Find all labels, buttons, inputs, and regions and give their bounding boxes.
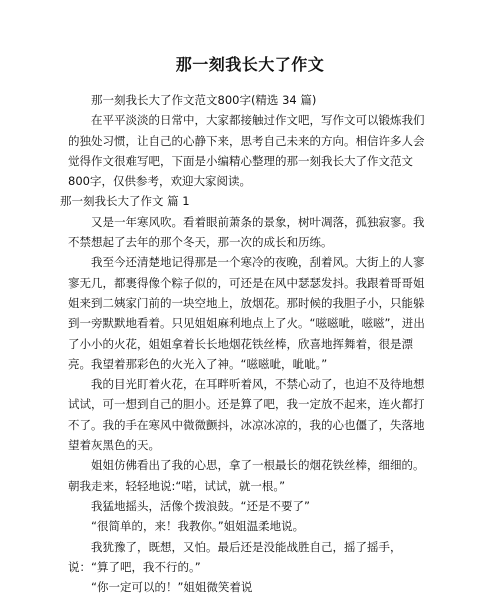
paragraph: 我的目光盯着火花，在耳畔听着风，不禁心动了，也迫不及待地想试试，可一想到自己的胆小。还是算了吧，我一定放不起来，连火都打不了。我的手在寒风中微微颤抖，冰凉冰凉的，我的心也僵了，失落地望着灰黑色的天。 (68, 377, 425, 453)
section-heading: 那一刻我长大了作文 篇 1 (60, 194, 190, 209)
paragraph: 在平平淡淡的日常中，大家都接触过作文吧，写作文可以锻炼我们的独处习惯，让自己的心静下来，思考自己未来的方向。相信许多人会觉得作文很难写吧，下面是小编精心整理的那一刻我长大了作文范文800字，仅供参考，欢迎大家阅读。 (68, 113, 425, 189)
paragraph: 我犹豫了，既想，又怕。最后还是没能战胜自己，摇了摇手，说：“算了吧，我不行的。” (68, 539, 402, 574)
paragraph: “很简单的，来！我教你。”姐姐温柔地说。 (91, 519, 305, 534)
paragraph: 我至今还清楚地记得那是一个寒冷的夜晚，刮着风。大街上的人寥寥无几，都裹得像个粽子似的，可还是在风中瑟瑟发抖。我跟着哥哥姐姐来到二姨家门前的一块空地上，放烟花。那时候的我胆子小，只能躲到一旁默默地看着。只见姐姐麻利地点上了火。“嗞嗞呲，嗞嗞”，迸出了小小的火花，姐姐拿着长长地烟花铁丝棒，欣喜地挥舞着，很是漂亮。我望着那彩色的火光入了神。“嗞嗞呲，呲呲。” (68, 255, 425, 371)
paragraph: 又是一年寒风吹。看着眼前萧条的景象，树叶凋落，孤独寂寥。我不禁想起了去年的那个冬天，那一次的成长和历练。 (68, 214, 425, 250)
document-body (60, 90, 426, 597)
paragraph: 姐姐仿佛看出了我的心思，拿了一根最长的烟花铁丝棒，细细的。朝我走来，轻轻地说:“喏，试试，就一根。” (68, 458, 425, 493)
paragraph: “你一定可以的！”姐姐微笑着说 (91, 580, 253, 595)
paragraph: 我猛地摇头，活像个拨浪鼓。“还是不要了” (91, 498, 310, 513)
paragraph: 那一刻我长大了作文范文800字(精选 34 篇) (91, 93, 317, 107)
document-title: 那一刻我长大了作文 (175, 55, 325, 74)
